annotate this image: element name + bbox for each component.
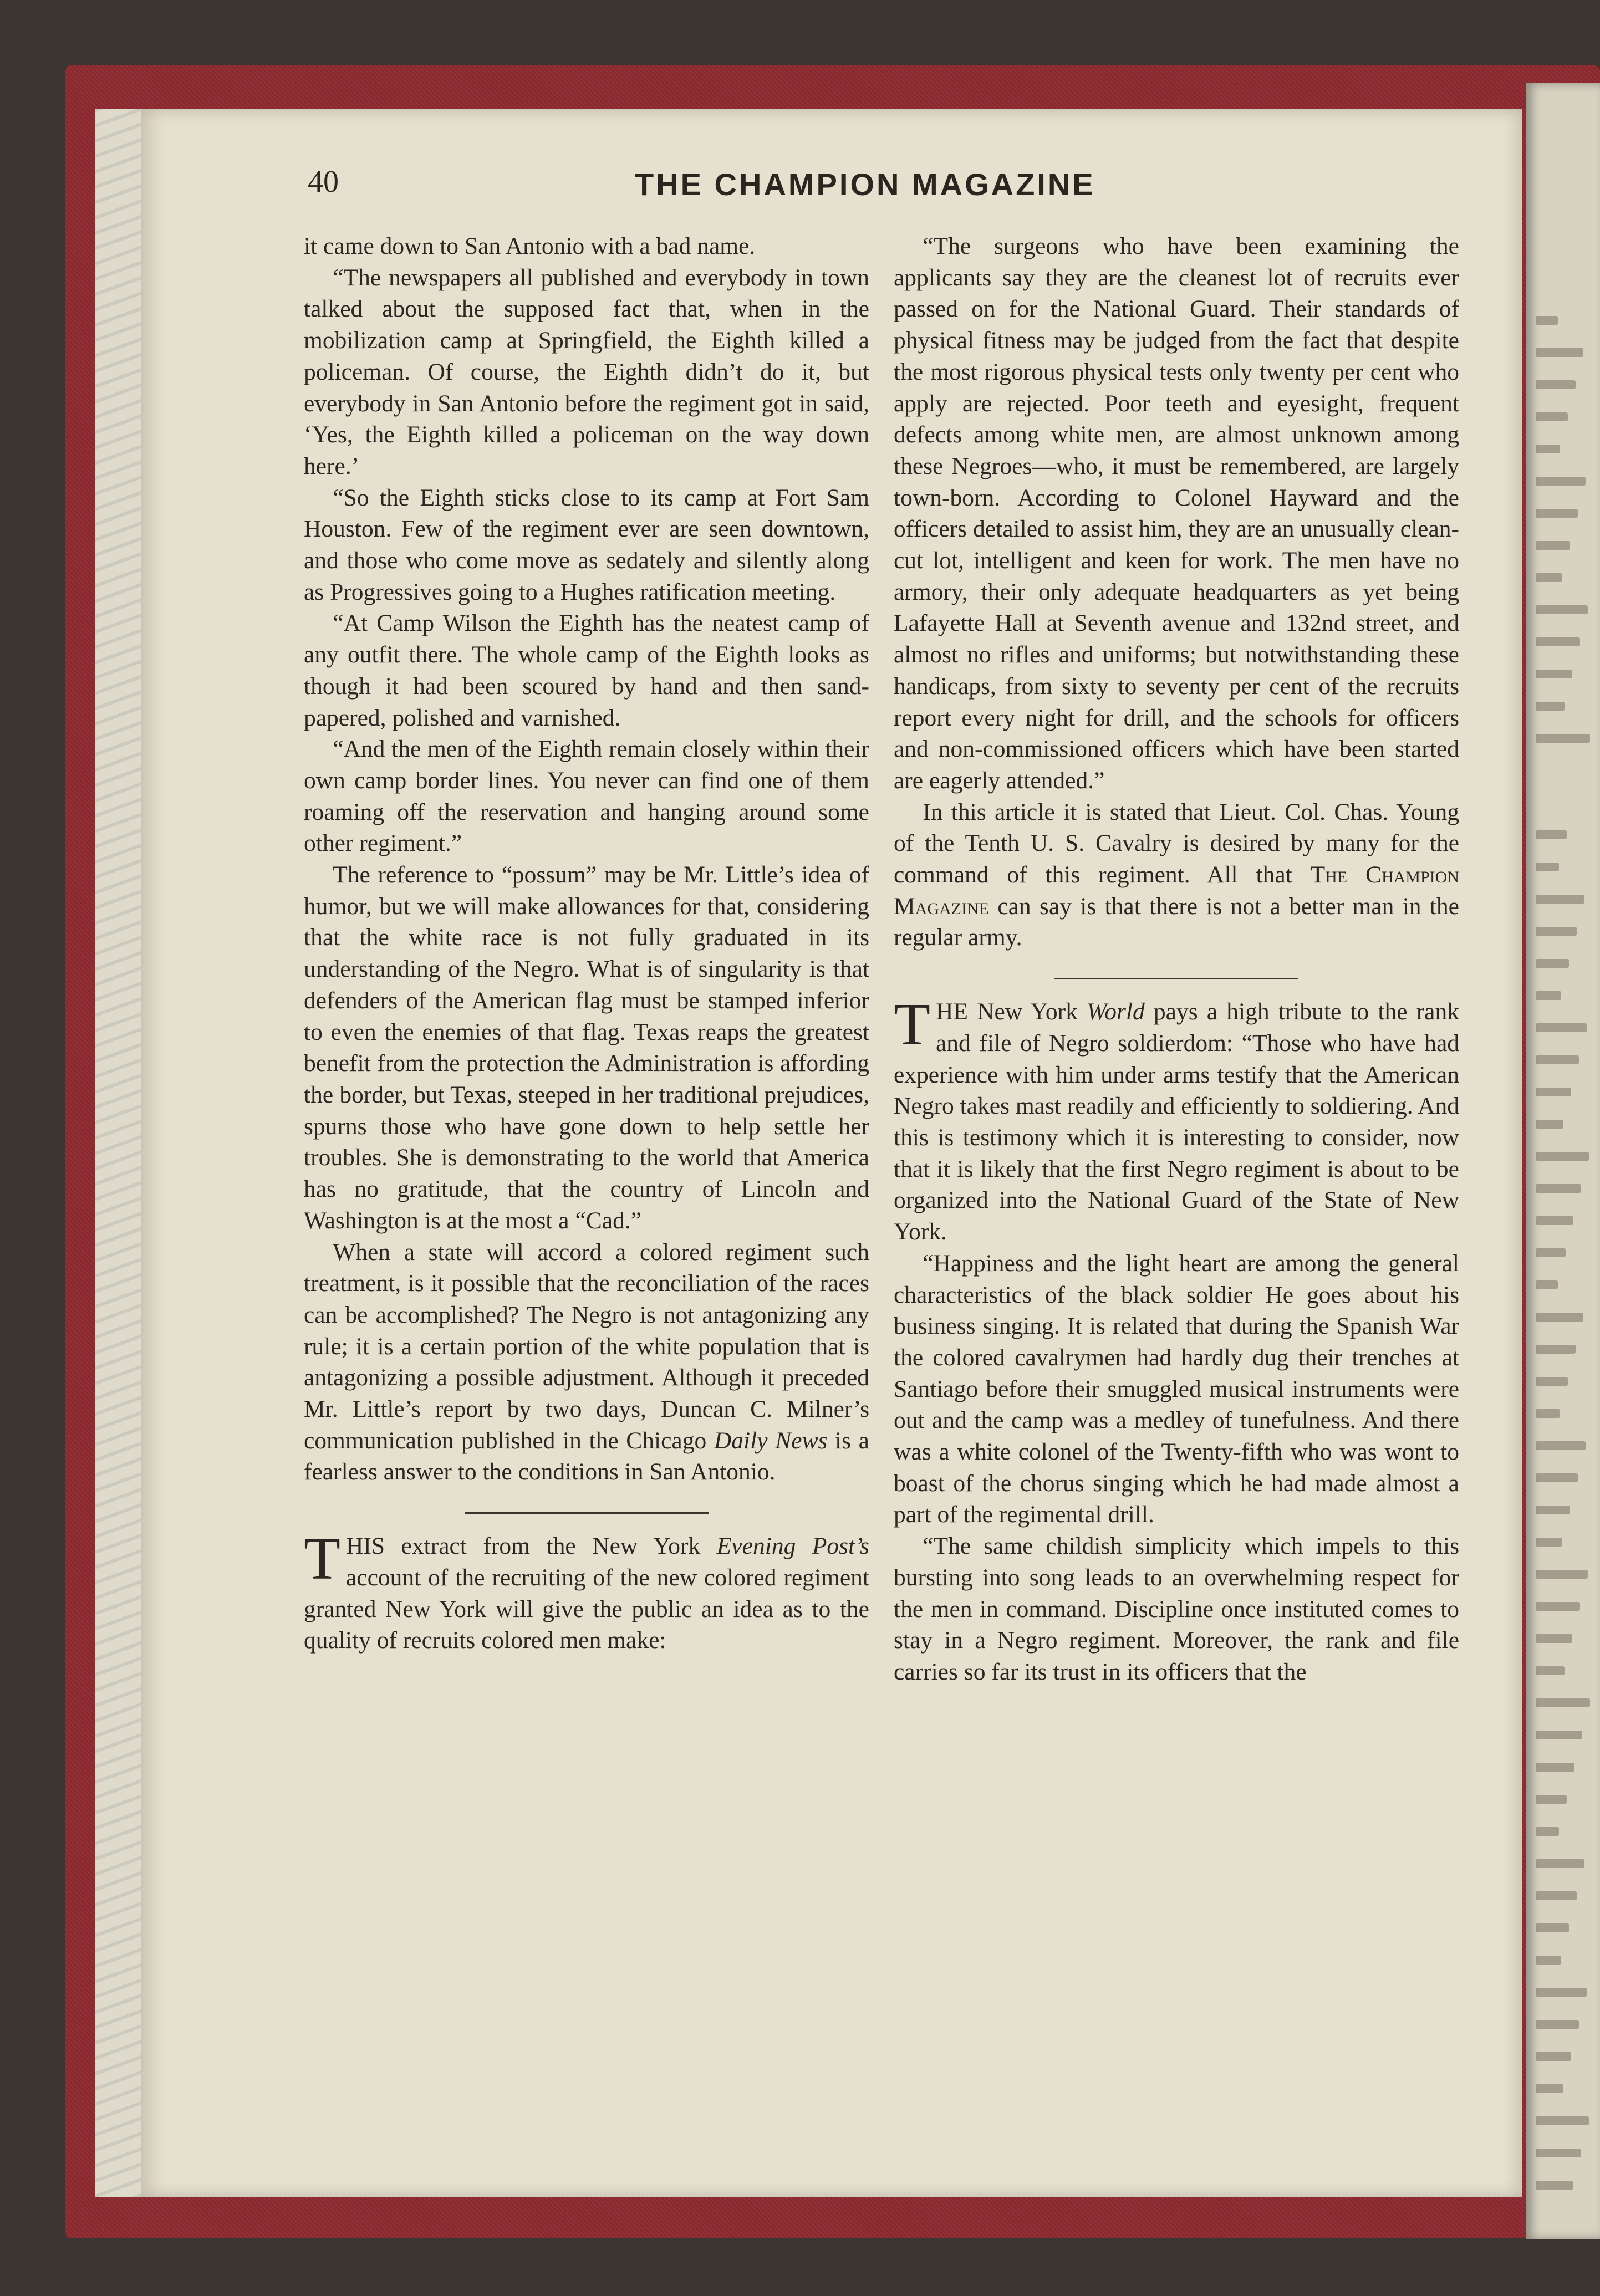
facing-page-text-fragment	[1536, 1441, 1586, 1450]
facing-page-text-fragment	[1536, 1956, 1561, 1965]
facing-page-text-fragment	[1536, 863, 1559, 871]
facing-page-text-fragment	[1536, 412, 1568, 421]
facing-page-text-fragment	[1536, 2052, 1571, 2061]
paragraph: “The newspapers all published and everybody in town talked about the supposed fact that, when in the mobilization camp at Springfield, the Eighth killed a policeman. Of course, the Eighth didn’t do it, but everybody in San Antonio before the regiment got in said, ‘Yes, the Eighth killed a policeman on the way down here.’	[304, 264, 869, 479]
facing-page-text-fragment	[1536, 1184, 1581, 1193]
drop-cap: T	[304, 1526, 340, 1593]
right-column	[894, 231, 1459, 1688]
facing-page-text-fragment	[1536, 1731, 1582, 1739]
facing-page-text-fragment	[1536, 1313, 1583, 1322]
facing-page-text-fragment	[1536, 509, 1578, 518]
facing-page-text-fragment	[1536, 445, 1560, 453]
facing-page-text-fragment	[1536, 2084, 1563, 2093]
facing-page-text-fragment	[1536, 637, 1580, 646]
facing-page-text-fragment	[1536, 1248, 1566, 1257]
facing-page-text-fragment	[1536, 1988, 1587, 1997]
facing-page-text-fragment	[1536, 1891, 1577, 1900]
paragraph: “And the men of the Eighth remain closely within their own camp border lines. You never can find one of them roaming off the reservation and hanging around some other regiment.”	[304, 736, 869, 857]
facing-page-text-fragment	[1536, 927, 1577, 936]
facing-page-text-fragment	[1536, 2149, 1581, 2157]
facing-page-text-fragment	[1536, 1506, 1570, 1514]
facing-page-text-fragment	[1536, 1666, 1565, 1675]
facing-page-text-fragment	[1536, 380, 1576, 389]
facing-page-text-fragment	[1536, 2181, 1573, 2190]
facing-page-text-fragment	[1536, 477, 1586, 486]
facing-page-text-fragment	[1536, 1088, 1571, 1096]
facing-page-text-fragment	[1536, 316, 1558, 325]
facing-page-text-fragment	[1536, 670, 1572, 678]
paragraph-with-dropcap: THIS extract from the New York Evening Post’s account of the recruiting of the new colored regiment granted New York will give the public an idea as to the quality of recruits colored men make:	[304, 1526, 869, 1654]
facing-page-text-fragment	[1536, 1698, 1590, 1707]
facing-page-text-fragment	[1536, 734, 1590, 743]
facing-page-text-fragment	[1536, 541, 1570, 550]
paragraph: In this article it is stated that Lieut. Col. Chas. Young of the Tenth U. S. Cavalry is desired by many for the command of this regiment. All that The Champion Magazine can say is that there is not a better man in the regular army.	[894, 798, 1459, 951]
facing-page-text-fragment	[1536, 573, 1562, 582]
facing-page-text-fragment	[1536, 1345, 1576, 1354]
paragraph: “Happiness and the light heart are among the general characteristics of the black soldier He goes about his business singing. It is related that during the Spanish War the colored cavalrymen had hardly dug their trenches at Santiago before their smuggled musical instruments were out and the camp was a medley of tunefulness. And there was a white colonel of the Twenty-fifth who was wont to boast of the chorus singing which he had made almost a part of the regimental drill.	[894, 1249, 1459, 1528]
facing-page-text-fragment	[1536, 1538, 1562, 1547]
facing-page-text-fragment	[1536, 1634, 1572, 1643]
paragraph: “At Camp Wilson the Eighth has the neatest camp of any outfit there. The whole camp of the Eighth looks as though it had been scoured by hand and then sand-papered, polished and varnished.	[304, 610, 869, 731]
facing-page-text-fragment	[1536, 1377, 1568, 1386]
facing-page-text-fragment	[1536, 1120, 1563, 1129]
facing-page-text-fragment	[1536, 959, 1569, 968]
paragraph: “The surgeons who have been examining the applicants say they are the cleanest lot of recruits ever passed on for the National Guard. Their standards of physical fitness may be judged from the fact that despite the most rigorous physical tests only twenty per cent who apply are rejected. Poor teeth and eyesight, frequent defects among white men, are almost unknown among these Negroes—who, it must be remembered, are largely town-born. According to Colonel Hayward and the officers detailed to assist him, they are an unusually clean-cut lot, intelligent and keen for work. The men have no armory, their only adequate headquarters as yet being Lafayette Hall at Seventh avenue and 132nd street, and almost no rifles and uniforms; but notwithstanding these handicaps, from sixty to seventy per cent of the recruits report every night for drill, and the schools for officers and non-commissioned officers which have been started are eagerly attended.”	[894, 233, 1459, 794]
facing-page-text-fragment	[1536, 348, 1583, 357]
section-divider	[465, 1512, 709, 1514]
facing-page-text-fragment	[1536, 1827, 1559, 1836]
facing-page-text-fragment	[1536, 1280, 1558, 1289]
drop-cap: T	[894, 992, 930, 1058]
facing-page-text-fragment	[1536, 1795, 1567, 1804]
facing-page-text-fragment	[1536, 991, 1561, 1000]
facing-page-text-fragment	[1536, 1473, 1578, 1482]
facing-page-text-fragment	[1536, 1055, 1579, 1064]
paragraph: “The same childish simplicity which impels to this bursting into song leads to an overwhelming respect for the men in command. Discipline once instituted comes to stay in a Negro regiment. Moreover, the rank and file carries so far its trust in its officers that the	[894, 1533, 1459, 1685]
running-title: THE CHAMPION MAGAZINE	[635, 167, 1095, 202]
facing-page-text-fragment	[1536, 1152, 1589, 1161]
section-divider	[1054, 978, 1298, 979]
facing-page-text-fragment	[1536, 895, 1584, 904]
facing-page-text-fragment	[1536, 2116, 1589, 2125]
facing-page-text-fragment	[1536, 1602, 1580, 1611]
marbled-endpaper	[95, 109, 143, 2197]
facing-page-text-fragment	[1536, 2020, 1579, 2029]
facing-page-text-fragment	[1536, 1923, 1569, 1932]
facing-page-text-fragment	[1536, 1216, 1573, 1225]
facing-page-text-fragment	[1536, 1409, 1560, 1418]
paragraph: When a state will accord a colored regiment such treatment, is it possible that the reconciliation of the races can be accomplished? The Negro is not antagonizing any rule; it is a certain portion of the white population that is antagonizing a possible adjustment. Although it preceded Mr. Little’s report by two days, Duncan C. Milner’s communication published in the Chicago Daily News is a fearless answer to the conditions in San Antonio.	[304, 1238, 869, 1486]
paragraph: “So the Eighth sticks close to its camp at Fort Sam Houston. Few of the regiment ever are seen downtown, and those who come move as sedately and silently along as Progressives going to a Hughes ratification meeting.	[304, 484, 869, 605]
page-header	[308, 164, 1139, 208]
facing-page-text-fragment	[1536, 605, 1588, 614]
paragraph: The reference to “possum” may be Mr. Little’s idea of humor, but we will make allowances for that, considering that the white race is not fully graduated in its understanding of the Negro. What is of singularity is that defenders of the American flag must be stamped inferior to even the enemies of that flag. Texas reaps the greatest benefit from the protection the Administration is affording the border, but Texas, steeped in her traditional prejudices, spurns those who have gone down to help settle her troubles. She is demonstrating to the world that America has no gratitude, that the country of Lincoln and Washington is at the most a “Cad.”	[304, 861, 869, 1234]
facing-page-text-fragment	[1536, 830, 1567, 839]
facing-page-text-fragment	[1536, 1023, 1587, 1032]
facing-page-text-fragment	[1536, 1859, 1584, 1868]
left-column	[304, 231, 869, 1656]
facing-page-text-fragment	[1536, 1763, 1574, 1772]
paragraph-with-dropcap: THE New York World pays a high tribute to the rank and file of Negro soldierdom: “Those who have had experience with him under arms testify that the American Negro takes mast readily and efficiently to soldiering. And this is testimony which it is interesting to consider, now that it is likely that the first Negro regiment is about to be organized into the National Guard of the State of New York.	[894, 992, 1459, 1246]
facing-page-text-fragment	[1536, 1570, 1588, 1579]
facing-page-text-fragment	[1536, 702, 1565, 711]
facing-page-edge	[1526, 83, 1600, 2239]
page-number: 40	[308, 165, 339, 199]
paragraph: it came down to San Antonio with a bad name.	[304, 233, 756, 259]
